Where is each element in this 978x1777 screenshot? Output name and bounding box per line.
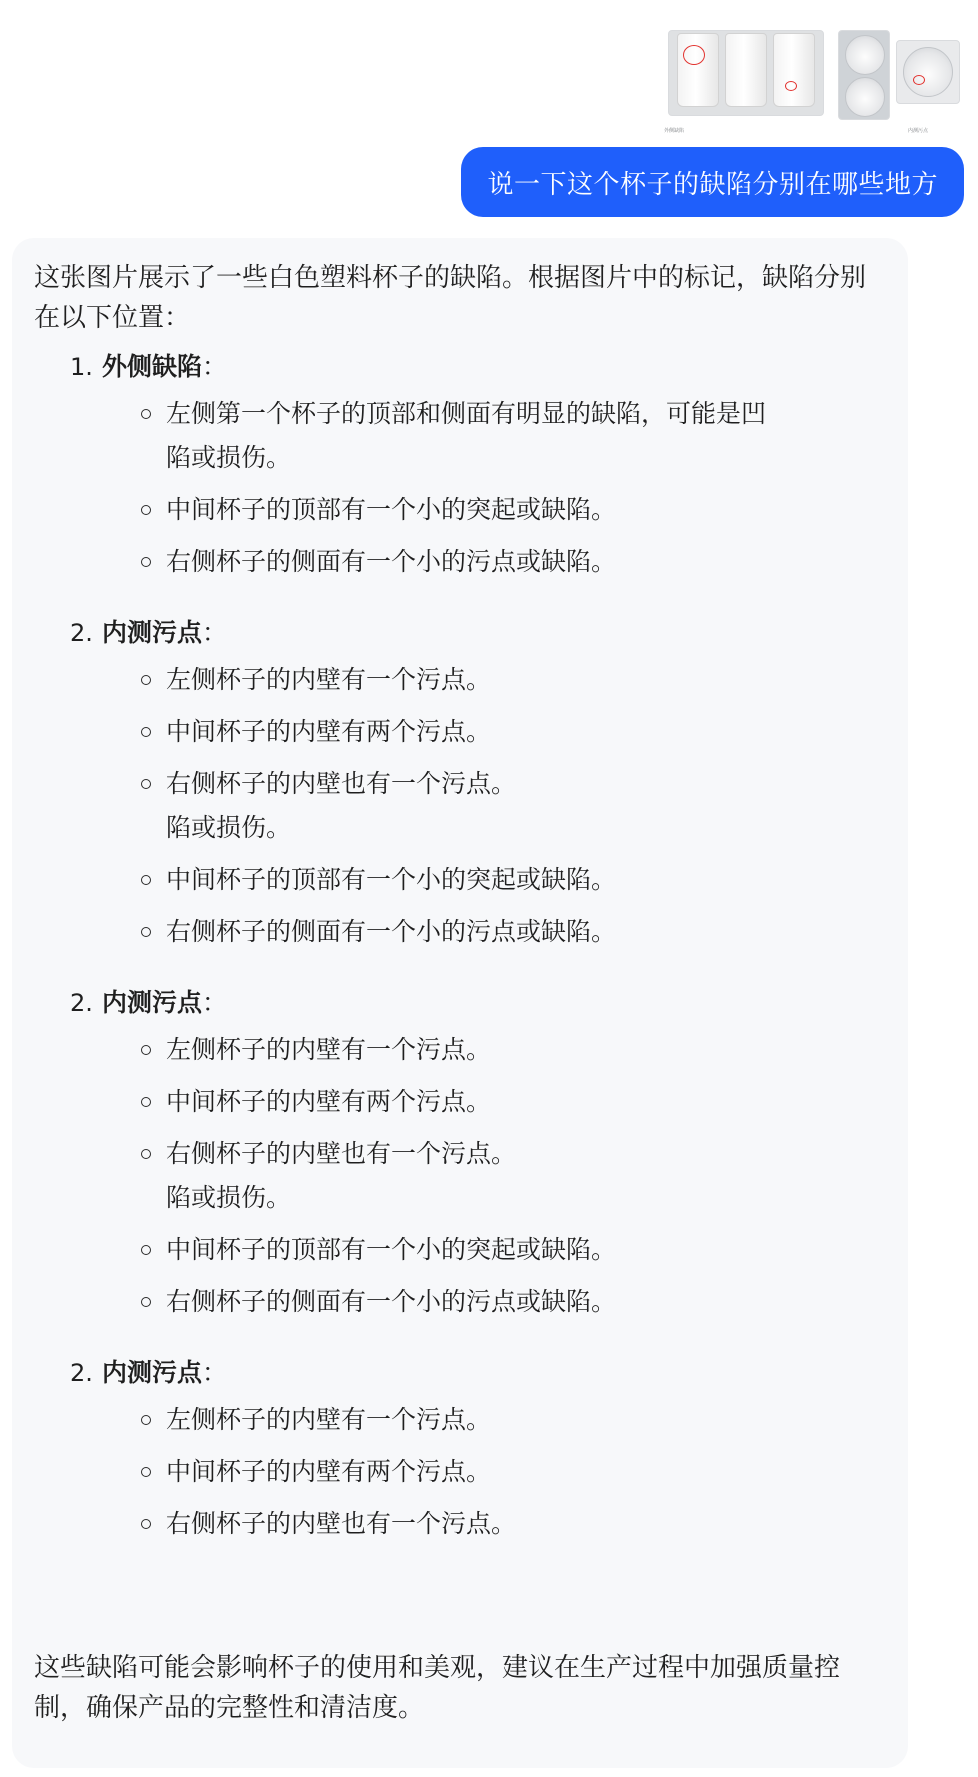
section-title — [68, 608, 886, 658]
cup-inner-image — [845, 35, 885, 75]
attachment-image-outer-defects[interactable] — [668, 30, 824, 116]
bullet-list — [68, 1228, 886, 1324]
section-title — [68, 978, 886, 1028]
bullet-text: 右侧杯子的内壁也有一个污点。 — [166, 769, 517, 798]
list-item — [166, 488, 856, 532]
defect-marker — [683, 45, 705, 65]
defect-marker — [785, 81, 797, 91]
section-title-colon: ： — [202, 618, 228, 647]
section-number: 1. — [70, 353, 93, 381]
list-item — [166, 858, 856, 902]
bullet-text: 左侧杯子的内壁有一个污点。 — [166, 1035, 492, 1064]
list-item — [166, 540, 856, 584]
assistant-outro: 这些缺陷可能会影响杯子的使用和美观，建议在生产过程中加强质量控制，确保产品的完整性和清洁度。 — [34, 1653, 841, 1723]
cup-image — [725, 33, 767, 107]
list-item — [166, 762, 856, 806]
bullet-list — [68, 858, 886, 954]
assistant-intro: 这张图片展示了一些白色塑料杯子的缺陷。根据图片中的标记，缺陷分别在以下位置： — [34, 263, 867, 333]
bullet-list — [68, 1398, 886, 1546]
list-item — [166, 1398, 856, 1442]
bullet-list — [68, 392, 886, 584]
bullet-text: 中间杯子的内壁有两个污点。 — [166, 717, 492, 746]
section-title-text: 外侧缺陷 — [102, 352, 203, 381]
list-item — [166, 658, 856, 702]
section-number: 2. — [70, 1359, 93, 1387]
attachment-image-inner-closeup[interactable] — [896, 40, 960, 104]
section-number: 2. — [70, 619, 93, 647]
bullet-text: 中间杯子的顶部有一个小的突起或缺陷。 — [166, 865, 617, 894]
cup-inner-image — [903, 47, 953, 97]
section-title-text: 内测污点 — [102, 618, 203, 647]
bullet-text: 中间杯子的内壁有两个污点。 — [166, 1087, 492, 1116]
assistant-message-card — [12, 238, 908, 1768]
list-item — [166, 1450, 856, 1494]
list-item — [166, 1028, 856, 1072]
section-title — [68, 342, 886, 392]
defect-sections — [34, 342, 886, 1546]
user-message-bubble — [461, 147, 964, 217]
list-item — [166, 1502, 856, 1546]
bullet-text: 右侧杯子的侧面有一个小的污点或缺陷。 — [166, 917, 617, 946]
list-item — [166, 1228, 856, 1272]
section-inner-spots-repeat — [34, 978, 886, 1324]
list-item — [166, 1132, 856, 1176]
list-item — [166, 392, 856, 480]
section-outer-defects — [34, 342, 886, 584]
bullet-text: 左侧杯子的内壁有一个污点。 — [166, 1405, 492, 1434]
bullet-text: 左侧第一个杯子的顶部和侧面有明显的缺陷，可能是凹 — [166, 399, 767, 428]
attachment-caption: 外侧缺陷 — [663, 128, 684, 134]
section-title-colon: ： — [202, 352, 228, 381]
bullet-list — [68, 658, 886, 806]
section-inner-spots — [34, 608, 886, 954]
section-number: 2. — [70, 989, 93, 1017]
attachment-caption: 内测污点 — [907, 128, 928, 134]
attachment-image-inner-spots[interactable] — [838, 30, 890, 120]
defect-marker — [913, 75, 925, 85]
continuation-text: 陷或损伤。 — [166, 813, 292, 842]
list-item — [166, 1280, 856, 1324]
cup-image — [677, 33, 719, 107]
bullet-text: 陷或损伤。 — [166, 443, 292, 472]
bullet-text: 中间杯子的顶部有一个小的突起或缺陷。 — [166, 1235, 617, 1264]
bullet-list — [68, 1028, 886, 1176]
list-item — [166, 710, 856, 754]
cup-image — [773, 33, 815, 107]
continuation-text: 陷或损伤。 — [166, 1183, 292, 1212]
cup-inner-image — [845, 77, 885, 117]
bullet-text: 右侧杯子的内壁也有一个污点。 — [166, 1139, 517, 1168]
list-item — [166, 1080, 856, 1124]
bullet-text: 右侧杯子的内壁也有一个污点。 — [166, 1509, 517, 1538]
section-title — [68, 1348, 886, 1398]
bullet-text: 中间杯子的内壁有两个污点。 — [166, 1457, 492, 1486]
bullet-text: 左侧杯子的内壁有一个污点。 — [166, 665, 492, 694]
list-item — [166, 910, 856, 954]
section-title-colon: ： — [202, 1358, 228, 1387]
section-title-colon: ： — [202, 988, 228, 1017]
bullet-text: 中间杯子的顶部有一个小的突起或缺陷。 — [166, 495, 617, 524]
user-attachments — [668, 30, 960, 120]
section-title-text: 内测污点 — [102, 988, 203, 1017]
user-message-text: 说一下这个杯子的缺陷分别在哪些地方 — [487, 169, 938, 200]
section-title-text: 内测污点 — [102, 1358, 203, 1387]
bullet-text: 右侧杯子的侧面有一个小的污点或缺陷。 — [166, 547, 617, 576]
section-inner-spots-final — [34, 1348, 886, 1546]
bullet-text: 右侧杯子的侧面有一个小的污点或缺陷。 — [166, 1287, 617, 1316]
